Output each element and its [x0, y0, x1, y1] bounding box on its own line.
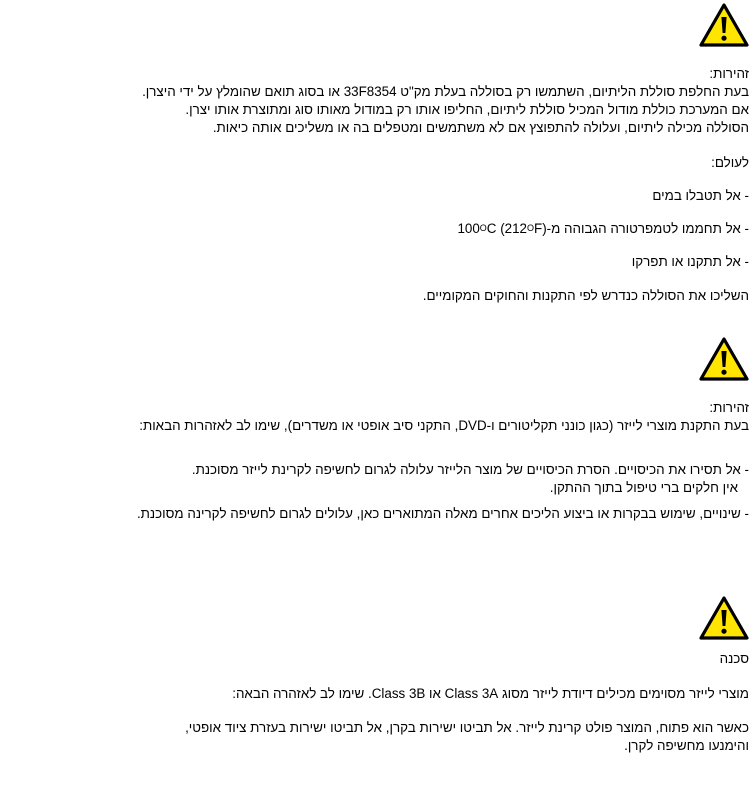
caution-heading: זהירות: — [709, 66, 749, 81]
danger-intro: מוצרי לייזר מסוימים מכילים דיודת לייזר מסוג Class 3A או Class 3B. שימו לב לאזהרה הבאה: — [232, 686, 749, 701]
caution-heading: זהירות: — [709, 400, 749, 415]
warning-triangle-icon — [698, 595, 750, 641]
caution-paragraph-line: הסוללה מכילה ליתיום, ועלולה להתפוצץ אם לא משתמשים ומטפלים בה או משליכים אותה כיאות. — [212, 120, 749, 135]
danger-body-line: והימנעו מחשיפה לקרן. — [624, 738, 749, 753]
danger-body-line: כאשר הוא פתוח, המוצר פולט קרינת לייזר. אל תביטו ישירות בקרן, אל תביטו ישירות בעזרת ציוד אופטי, — [185, 720, 749, 735]
list-item: - שינויים, שימוש בבקרות או ביצוע הליכים אחרים מאלה המתוארים כאן, עלולים לגרום לחשיפה לקרינה מסוכנת. — [136, 506, 749, 521]
warning-triangle-icon — [698, 2, 750, 48]
list-item: - אל תתקנו או תפרקו — [631, 254, 749, 269]
temperature-text: - אל תחממו לטמפרטורה הגבוהה מ- — [546, 221, 749, 236]
list-item: - אל תסירו את הכיסויים. הסרת הכיסויים של מוצר הלייזר עלולה לגרום לחשיפה לקרינת לייזר מסוכנת. — [191, 462, 749, 477]
caution-paragraph-line: אם המערכת כוללת מודול המכיל סוללת ליתיום, החליפו אותו רק במודול מאותו סוג ומתוצרת אותו יצרן. — [185, 102, 749, 117]
danger-heading: סכנה — [719, 651, 749, 666]
never-label: לעולם: — [711, 155, 749, 170]
list-item: - אל תטבלו במים — [652, 188, 749, 203]
temperature-values: $100^OC$ $(212^OF)$ — [457, 221, 547, 236]
list-item-continuation: אין חלקים ברי טיפול בתוך ההתקן. — [549, 480, 738, 495]
disposal-note: השליכו את הסוללה כנדרש לפי התקנות והחוקים המקומיים. — [422, 288, 749, 303]
caution-paragraph-line: בעת החלפת סוללת הליתיום, השתמשו רק בסוללה בעלת מק"ט 33F8354 או בסוג תואם שהומלץ על ידי היצרן. — [142, 84, 749, 99]
laser-intro: בעת התקנת מוצרי לייזר (כגון כונני תקליטורים ו-DVD, התקני סיב אופטי או משדרים), שימו לב לאזהרות הבאות: — [139, 418, 749, 433]
warning-triangle-icon — [698, 336, 750, 382]
list-item-temperature — [0, 220, 749, 237]
